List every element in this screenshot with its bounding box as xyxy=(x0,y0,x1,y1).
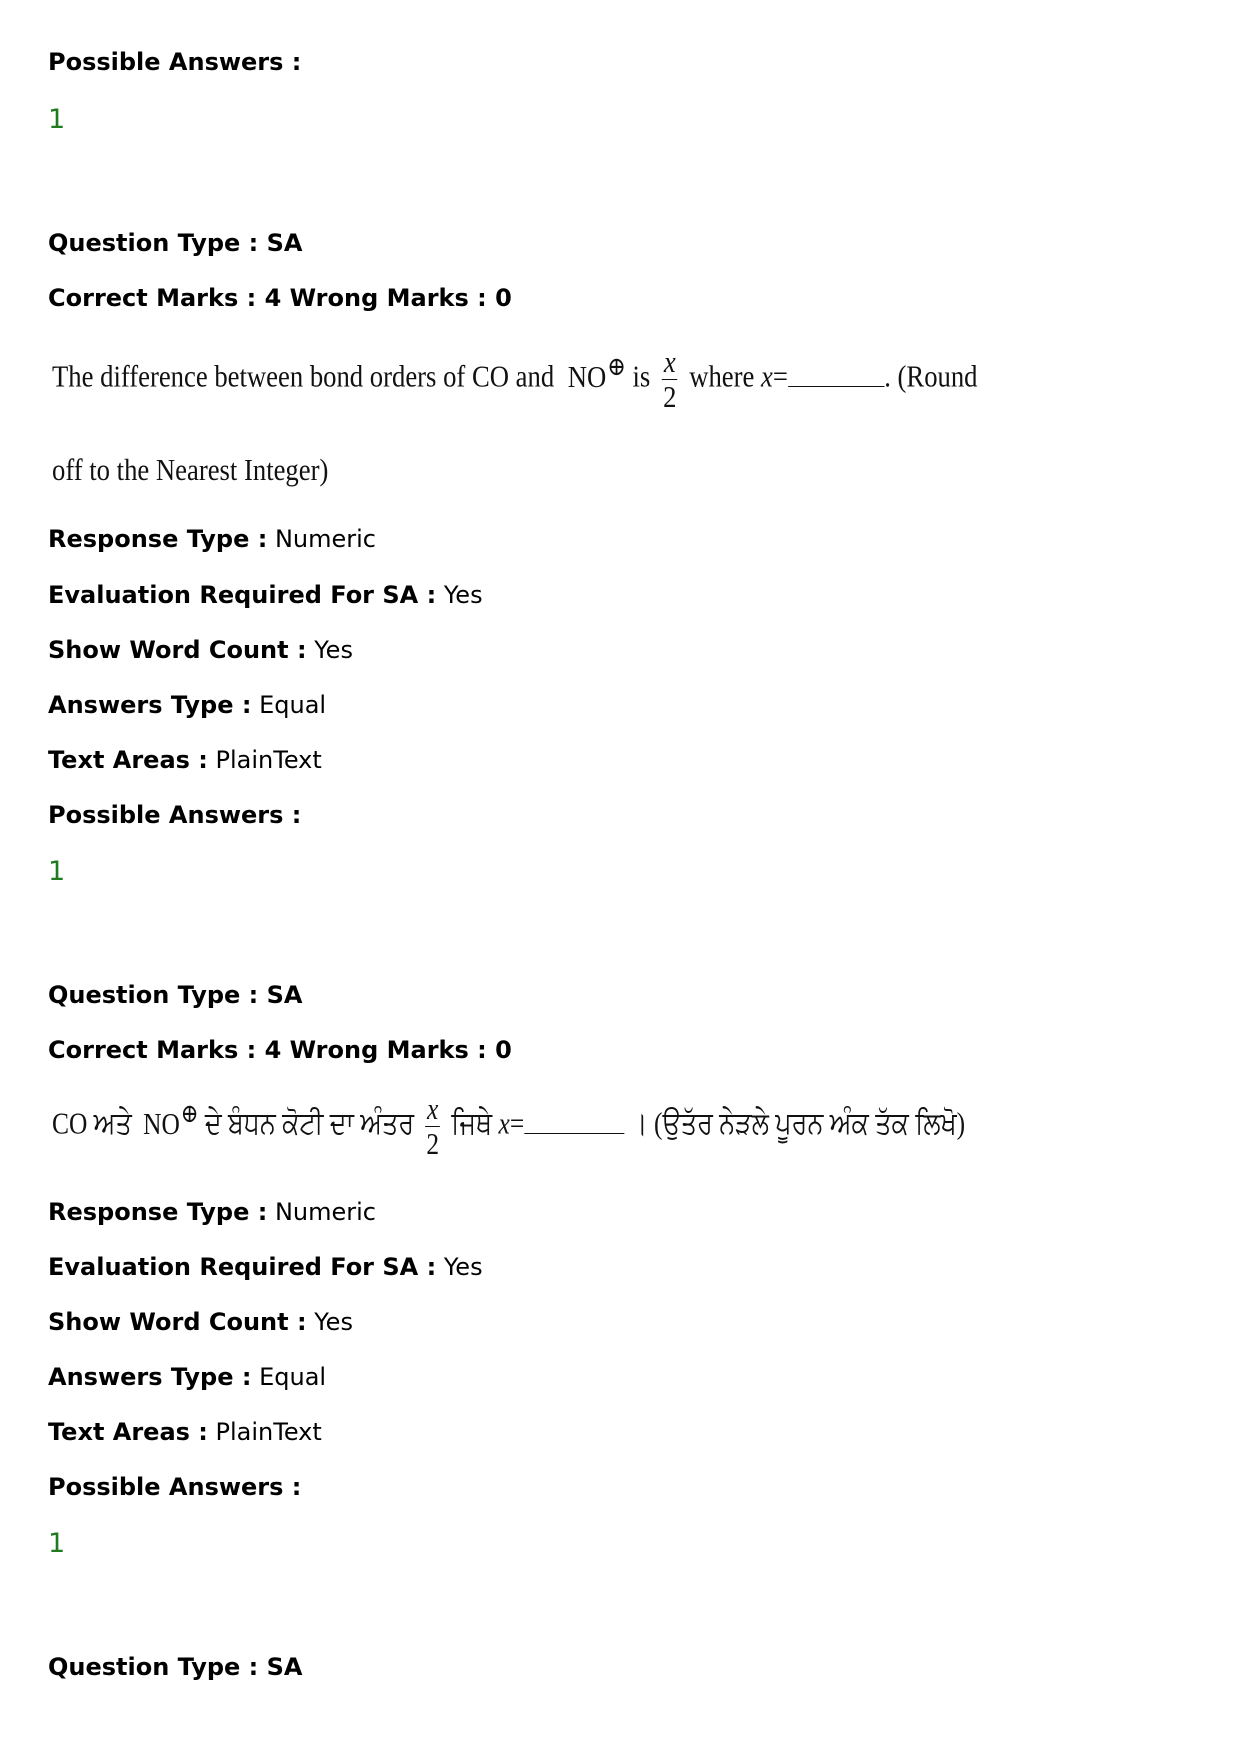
fraction-denominator: 2 xyxy=(663,379,677,414)
field-label: Response Type : xyxy=(48,1198,268,1226)
question-text-part: where xyxy=(689,358,755,394)
text-areas-row xyxy=(48,745,322,775)
marks-info: Correct Marks : 4 Wrong Marks : 0 xyxy=(48,284,512,312)
species-name: NO xyxy=(567,358,607,394)
field-label: Evaluation Required For SA : xyxy=(48,581,437,609)
question-text-part: The difference between bond orders of CO and xyxy=(52,358,555,394)
equals-sign: = xyxy=(509,1105,525,1141)
evaluation-required-row xyxy=(48,1252,483,1282)
question-text-part: ਜਿਥੇ xyxy=(451,1105,493,1141)
question-text-line2: off to the Nearest Integer) xyxy=(52,452,329,487)
field-value: Numeric xyxy=(274,525,376,553)
field-value: Yes xyxy=(314,1308,353,1336)
response-type-row xyxy=(48,524,376,554)
field-label: Answers Type : xyxy=(48,1363,252,1391)
field-value: Yes xyxy=(443,1253,483,1281)
question-type: Question Type : SA xyxy=(48,229,303,257)
field-value: Equal xyxy=(259,691,327,719)
field-label: Answers Type : xyxy=(48,691,252,719)
question-type: Question Type : SA xyxy=(48,981,303,1009)
variable-x: x xyxy=(761,358,773,394)
field-label: Text Areas : xyxy=(48,746,208,774)
question-text-part: CO ਅਤੇ xyxy=(52,1105,132,1141)
variable-x: x xyxy=(498,1105,510,1141)
species-name: NO xyxy=(143,1105,180,1141)
answer-blank xyxy=(524,1133,624,1134)
text-areas-row xyxy=(48,1417,322,1447)
chemical-species xyxy=(567,352,626,394)
question-text-english xyxy=(52,345,978,414)
field-label: Show Word Count : xyxy=(48,636,307,664)
question-text-part: ਦੇ ਬੰਧਨ ਕੋਟੀ ਦਾ ਅੰਤਰ xyxy=(204,1105,415,1141)
possible-answers-label: Possible Answers : xyxy=(48,1473,302,1501)
possible-answer-value: 1 xyxy=(48,856,66,887)
show-word-count-row xyxy=(48,635,353,665)
possible-answers-label: Possible Answers : xyxy=(48,801,302,829)
show-word-count-row xyxy=(48,1307,353,1337)
positive-charge-icon: ⊕ xyxy=(180,1099,199,1129)
answers-type-row xyxy=(48,690,326,720)
field-value: Numeric xyxy=(274,1198,376,1226)
field-value: PlainText xyxy=(215,746,322,774)
fraction xyxy=(662,345,677,414)
evaluation-required-row xyxy=(48,580,483,610)
question-type: Question Type : SA xyxy=(48,1653,303,1681)
fraction-numerator: x xyxy=(427,1091,439,1126)
question-text-part: । (ਉਤੱਰ ਨੇੜਲੇ ਪੂਰਨ ਅੰਕ ਤੱਕ ਲਿਖੋ) xyxy=(630,1105,966,1141)
possible-answer-value: 1 xyxy=(48,1528,66,1559)
field-value: Yes xyxy=(443,581,483,609)
field-label: Text Areas : xyxy=(48,1418,208,1446)
field-value: Equal xyxy=(259,1363,327,1391)
possible-answer-value: 1 xyxy=(48,104,66,135)
fraction xyxy=(425,1092,440,1161)
fraction-denominator: 2 xyxy=(426,1126,440,1161)
field-label: Response Type : xyxy=(48,525,268,553)
question-text-part: . (Round xyxy=(884,358,978,394)
positive-charge-icon: ⊕ xyxy=(607,352,626,382)
answers-type-row xyxy=(48,1362,326,1392)
marks-info: Correct Marks : 4 Wrong Marks : 0 xyxy=(48,1036,512,1064)
question-text-part: is xyxy=(632,358,651,394)
answer-blank xyxy=(788,386,884,387)
possible-answers-label: Possible Answers : xyxy=(48,48,302,76)
chemical-species xyxy=(143,1099,199,1141)
equals-sign: = xyxy=(772,358,788,394)
field-value: Yes xyxy=(314,636,353,664)
response-type-row xyxy=(48,1197,376,1227)
question-text-punjabi xyxy=(52,1092,965,1161)
fraction-numerator: x xyxy=(663,344,676,379)
field-label: Evaluation Required For SA : xyxy=(48,1253,437,1281)
field-label: Show Word Count : xyxy=(48,1308,307,1336)
field-value: PlainText xyxy=(215,1418,322,1446)
